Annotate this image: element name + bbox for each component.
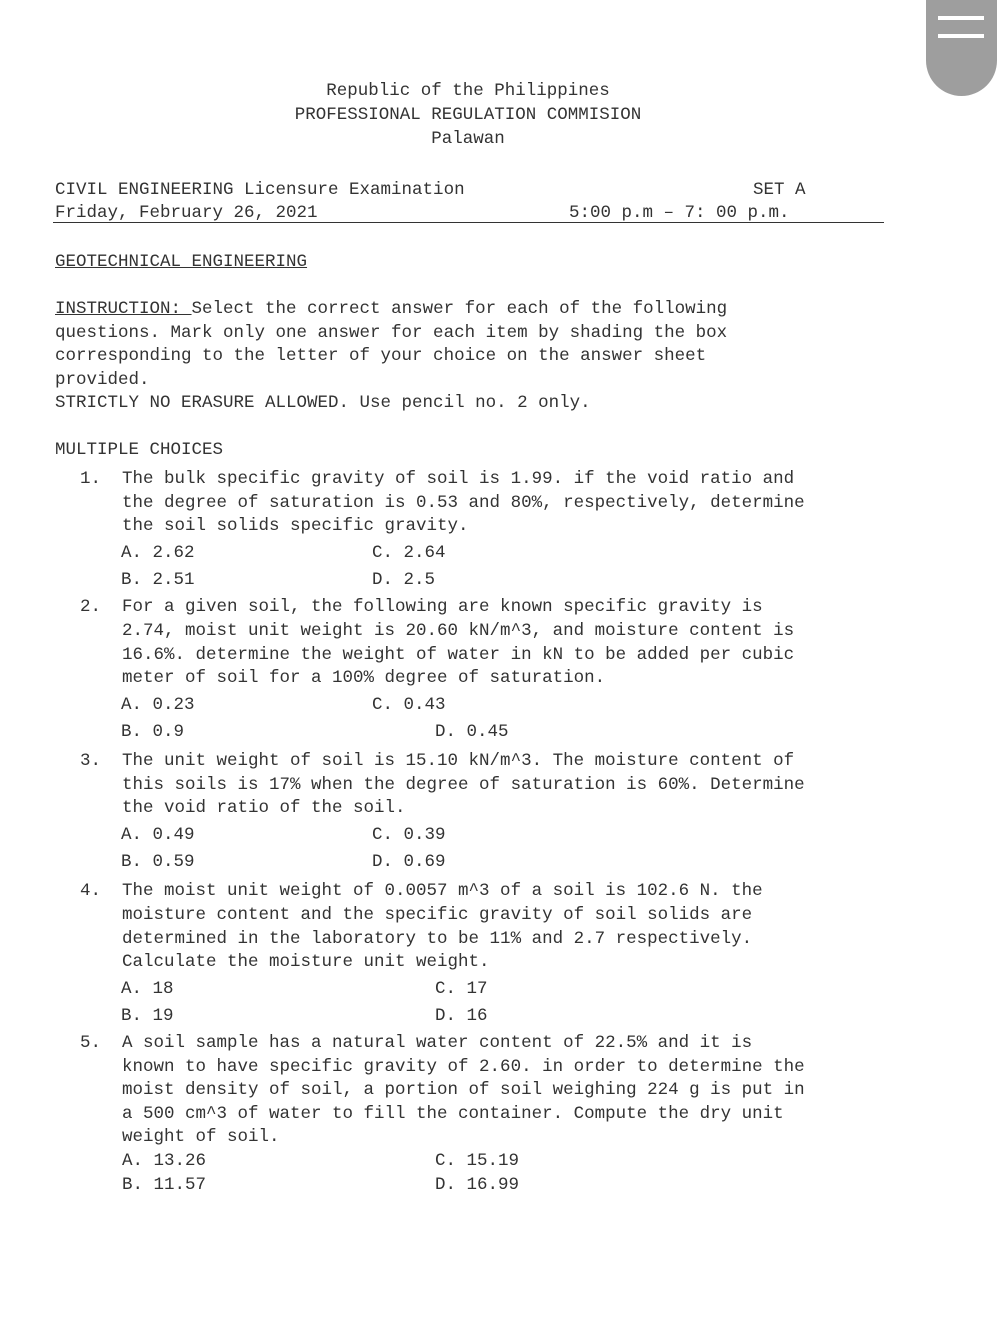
choice-a: A. 0.49 [121, 825, 195, 845]
choice-d: D. 16 [435, 1006, 488, 1026]
choice-c: C. 15.19 [435, 1151, 520, 1171]
choice-b: B. 19 [121, 1006, 174, 1026]
choice-b: B. 11.57 [122, 1175, 207, 1195]
choice-a: A. 18 [121, 979, 174, 999]
header-location: Palawan [431, 129, 505, 149]
question-text-line: The moist unit weight of 0.0057 m^3 of a soil is 102.6 N. the [122, 881, 763, 901]
question-text-line: The unit weight of soil is 15.10 kN/m^3. The moisture content of [122, 751, 795, 771]
exam-title: CIVIL ENGINEERING Licensure Examination [55, 180, 465, 200]
choice-c: C. 0.43 [372, 695, 446, 715]
choice-d: D. 0.45 [435, 722, 509, 742]
choice-a: A. 2.62 [121, 543, 195, 563]
exam-set: SET A [753, 180, 806, 200]
choice-b: B. 0.59 [121, 852, 195, 872]
question-number: 1. [80, 469, 102, 489]
choice-c: C. 17 [435, 979, 488, 999]
instruction-line-1 [55, 298, 727, 322]
question-number: 4. [80, 881, 102, 901]
header-divider [53, 222, 884, 223]
question-text-line: weight of soil. [122, 1127, 280, 1147]
menu-icon [938, 16, 984, 20]
section-title: MULTIPLE CHOICES [55, 440, 224, 460]
choice-d: D. 0.69 [372, 852, 446, 872]
choice-c: C. 2.64 [372, 543, 446, 563]
choice-c: C. 0.39 [372, 825, 446, 845]
menu-icon-bar [938, 34, 984, 38]
question-text-line: Calculate the moisture unit weight. [122, 952, 490, 972]
question-number: 5. [80, 1033, 102, 1053]
question-text-line: meter of soil for a 100% degree of saturation. [122, 668, 606, 688]
question-number: 2. [80, 597, 102, 617]
question-text-line: 16.6%. determine the weight of water in kN to be added per cubic [122, 645, 795, 665]
choice-a: A. 0.23 [121, 695, 195, 715]
instruction-text-1: Select the correct answer for each of the following [191, 299, 728, 319]
menu-button[interactable] [926, 0, 997, 96]
exam-time: 5:00 p.m – 7: 00 p.m. [569, 203, 790, 223]
question-text-line: 2.74, moist unit weight is 20.60 kN/m^3, and moisture content is [122, 621, 795, 641]
question-text-line: the degree of saturation is 0.53 and 80%, respectively, determine [122, 493, 805, 513]
choice-d: D. 16.99 [435, 1175, 520, 1195]
question-text-line: moisture content and the specific gravity of soil solids are [122, 905, 753, 925]
question-text-line: determined in the laboratory to be 11% and 2.7 respectively. [122, 929, 753, 949]
question-text-line: A soil sample has a natural water content of 22.5% and it is [122, 1033, 753, 1053]
question-text-line: The bulk specific gravity of soil is 1.99. if the void ratio and [122, 469, 795, 489]
exam-date: Friday, February 26, 2021 [55, 203, 318, 223]
question-text-line: this soils is 17% when the degree of saturation is 60%. Determine [122, 775, 805, 795]
choice-b: B. 2.51 [121, 570, 195, 590]
instruction-line-4: provided. [55, 370, 150, 390]
instruction-label: INSTRUCTION: [55, 299, 192, 319]
question-text-line: the soil solids specific gravity. [122, 516, 469, 536]
choice-d: D. 2.5 [372, 570, 436, 590]
question-text-line: a 500 cm^3 of water to fill the container. Compute the dry unit [122, 1104, 784, 1124]
question-number: 3. [80, 751, 102, 771]
question-text-line: the void ratio of the soil. [122, 798, 406, 818]
instruction-line-3: corresponding to the letter of your choice on the answer sheet [55, 346, 707, 366]
question-text-line: moist density of soil, a portion of soil weighing 224 g is put in [122, 1080, 805, 1100]
subject-title: GEOTECHNICAL ENGINEERING [55, 252, 308, 272]
instruction-strict: STRICTLY NO ERASURE ALLOWED. Use pencil no. 2 only. [55, 393, 591, 413]
header-agency: PROFESSIONAL REGULATION COMMISION [294, 105, 642, 125]
choice-a: A. 13.26 [122, 1151, 207, 1171]
header-country: Republic of the Philippines [326, 81, 610, 101]
question-text-line: For a given soil, the following are known specific gravity is [122, 597, 763, 617]
question-text-line: known to have specific gravity of 2.60. in order to determine the [122, 1057, 805, 1077]
choice-b: B. 0.9 [121, 722, 185, 742]
instruction-line-2: questions. Mark only one answer for each item by shading the box [55, 323, 728, 343]
